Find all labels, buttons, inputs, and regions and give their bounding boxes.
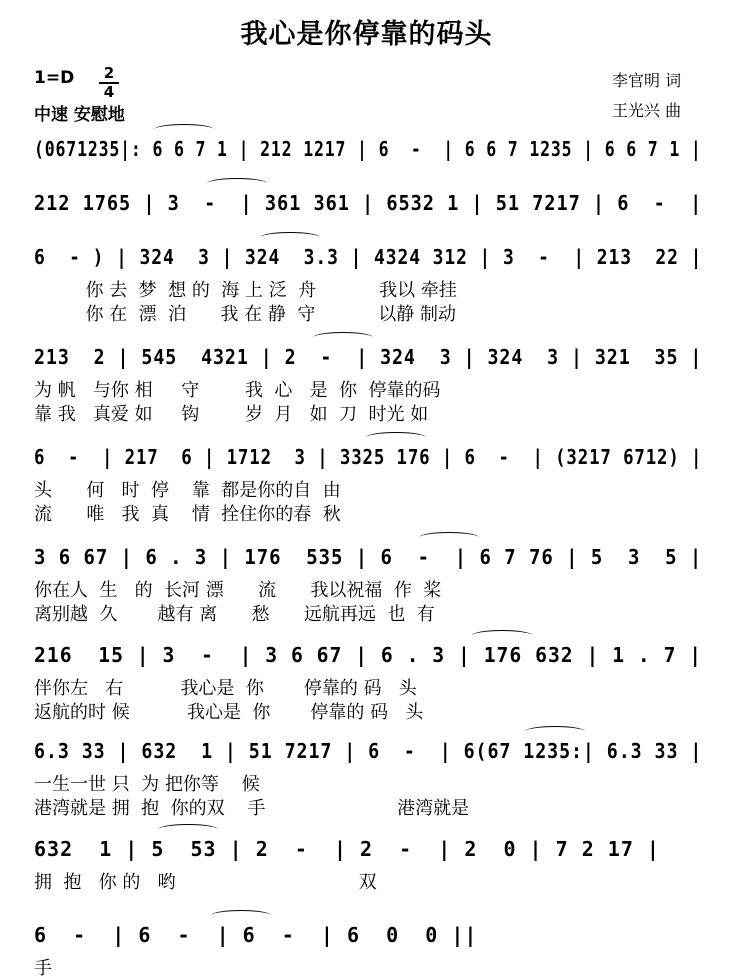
composer-credit: 王光兴 曲: [612, 101, 682, 120]
score-system: [34, 240, 703, 325]
score-system: [34, 918, 702, 979]
song-title: 我心是你停靠的码头: [240, 19, 493, 50]
notation-line: 6 - ) | 324 3 | 324 3.3 | 4324 312 | 3 - | 213 22 |: [34, 245, 703, 269]
slur-mark: [158, 824, 218, 835]
lyric-line: 一生一世 只 为 把你等 候: [34, 774, 260, 795]
notation-line: 216 15 | 3 - | 3 6 67 | 6 . 3 | 176 632 | 1 . 7 |: [34, 643, 703, 667]
score-system: [34, 832, 702, 893]
score-system: [34, 734, 703, 819]
slur-mark: [260, 232, 320, 243]
notation-line: 6.3 33 | 632 1 | 51 7217 | 6 - | 6(67 1235:| 6.3 33 |: [34, 739, 703, 763]
score-system: [34, 540, 703, 625]
lyricist-credit: 李官明 词: [612, 71, 682, 90]
score-system: [34, 638, 703, 723]
score-system: [34, 440, 703, 525]
lyric-line: 你 在 漂 泊 我 在 静 守 以静 制动: [34, 304, 456, 325]
lyric-line: 为 帆 与你 相 守 我 心 是 你 停靠的码: [34, 380, 441, 401]
slur-mark: [154, 124, 214, 135]
lyric-line: 流 唯 我 真 情 拴住你的春 秋: [34, 504, 341, 525]
slur-mark: [207, 178, 267, 189]
slur-mark: [313, 332, 373, 343]
score-system: [34, 132, 702, 176]
time-bottom: 4: [103, 83, 115, 101]
lyric-line: 港湾就是 拥 抱 你的双 手 港湾就是: [34, 798, 470, 819]
notation-line: 212 1765 | 3 - | 361 361 | 6532 1 | 51 7217 | 6 - |: [34, 191, 703, 215]
slur-mark: [472, 630, 532, 641]
lyric-line: 头 何 时 停 靠 都是你的自 由: [34, 480, 341, 501]
score-system: [34, 186, 702, 230]
lyric-line: 离别越 久 越有 离 愁 远航再远 也 有: [34, 604, 435, 625]
lyric-line: 你在人 生 的 长河 漂 流 我以祝福 作 桨: [34, 580, 442, 601]
slur-mark: [419, 532, 479, 543]
tempo-marking: 中速 安慰地: [34, 105, 125, 125]
time-signature: [96, 66, 122, 100]
lyric-line: 手: [34, 958, 52, 979]
notation-line: 3 6 67 | 6 . 3 | 176 535 | 6 - | 6 7 76 | 5 3 5 |: [34, 545, 703, 569]
lyric-line: 靠 我 真爱 如 钩 岁 月 如 刀 时光 如: [34, 404, 429, 425]
score-system: [34, 340, 703, 425]
slur-mark: [525, 726, 585, 737]
slur-mark: [366, 432, 426, 443]
time-top: 2: [103, 64, 115, 82]
slur-mark: [211, 910, 271, 921]
lyric-line: 你 去 梦 想 的 海 上 泛 舟 我以 牵挂: [34, 280, 457, 301]
notation-line: 6 - | 6 - | 6 - | 6 0 0 ||: [34, 923, 478, 947]
lyric-line: 伴你左 右 我心是 你 停靠的 码 头: [34, 678, 417, 699]
key-signature: 1=D: [34, 68, 75, 88]
notation-line: 632 1 | 5 53 | 2 - | 2 - | 2 0 | 7 2 17 |: [34, 837, 660, 861]
lyric-line: 返航的时 候 我心是 你 停靠的 码 头: [34, 702, 424, 723]
lyric-line: 拥 抱 你 的 哟 双: [34, 872, 377, 893]
notation-line: (0671235|: 6 6 7 1 | 212 1217 | 6 - | 6 6 7 1235 | 6 6 7 1 |: [34, 137, 702, 161]
notation-line: 213 2 | 545 4321 | 2 - | 324 3 | 324 3 | 321 35 |: [34, 345, 703, 369]
notation-line: 6 - | 217 6 | 1712 3 | 3325 176 | 6 - | (3217 6712) |: [34, 445, 703, 469]
